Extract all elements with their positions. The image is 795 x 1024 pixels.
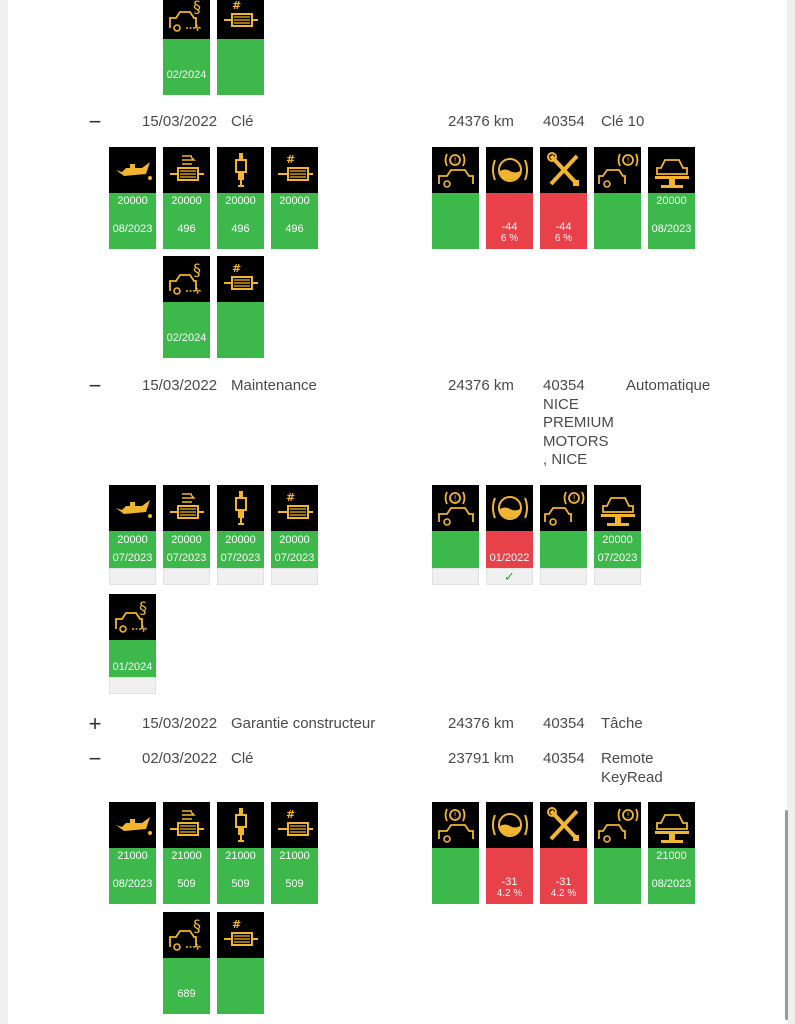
brake-fluid-icon — [486, 802, 533, 848]
service-tile-status — [217, 302, 264, 358]
spark-plug-icon — [217, 485, 264, 531]
tile-remaining-value: -31 — [501, 876, 518, 888]
service-tile[interactable] — [163, 912, 210, 1014]
service-tile[interactable] — [217, 256, 264, 358]
service-tile[interactable] — [217, 802, 264, 904]
entry-description-line: Remote — [601, 750, 654, 767]
rear-brake-car-icon — [594, 802, 641, 848]
tile-due-value: 07/2023 — [220, 552, 261, 564]
service-tile[interactable] — [109, 594, 156, 694]
service-tile[interactable] — [271, 485, 318, 585]
entry-code: 40354 — [543, 715, 585, 732]
tile-due-value: 01/2022 — [489, 552, 530, 564]
service-tile[interactable] — [594, 147, 641, 249]
svg-text:#: # — [231, 262, 241, 275]
service-tile-status — [540, 193, 587, 249]
tile-check-cell[interactable] — [217, 568, 264, 585]
service-tile-status — [163, 193, 210, 249]
tile-check-cell[interactable] — [432, 568, 479, 585]
service-tile[interactable] — [217, 147, 264, 249]
inspection-law-icon — [163, 0, 210, 39]
tile-interval-value: 20000 — [117, 195, 148, 207]
tile-due-value: 509 — [231, 878, 250, 890]
tile-remaining-percent: 4.2 % — [496, 888, 523, 899]
entry-workshop-line: NICE — [543, 395, 579, 413]
oil-can-icon — [109, 147, 156, 193]
tile-interval-value: 21000 — [117, 850, 148, 862]
tile-interval-value: 21000 — [656, 850, 687, 862]
service-tile-status — [486, 531, 533, 568]
tile-due-value: 07/2023 — [597, 552, 638, 564]
tile-interval-value: 20000 — [171, 195, 202, 207]
service-tile[interactable] — [217, 912, 264, 1014]
service-tile[interactable] — [486, 485, 533, 585]
tile-interval-value: 20000 — [117, 534, 148, 546]
oil-can-icon — [109, 802, 156, 848]
service-tile-status — [163, 39, 210, 95]
svg-text:#: # — [231, 918, 241, 931]
particle-filter-icon — [217, 912, 264, 958]
fuel-filter-icon — [163, 485, 210, 531]
entry-date: 02/03/2022 — [142, 750, 218, 767]
tile-due-value: 08/2023 — [651, 223, 692, 235]
service-tile-status — [432, 531, 479, 568]
service-tile[interactable] — [594, 802, 641, 904]
entry-date: 15/03/2022 — [142, 715, 218, 732]
entry-date: 15/03/2022 — [142, 113, 218, 130]
service-tile[interactable] — [432, 147, 479, 249]
service-tile-status — [163, 848, 210, 904]
entry-date: 15/03/2022 — [142, 377, 218, 394]
tile-check-cell[interactable] — [109, 568, 156, 585]
service-tools-icon — [540, 802, 587, 848]
tile-due-value: 509 — [285, 878, 304, 890]
service-tile-status — [271, 531, 318, 568]
tile-remaining-percent: 6 % — [554, 233, 573, 244]
inspection-law-icon — [163, 912, 210, 958]
tile-interval-value: 21000 — [279, 850, 310, 862]
particle-filter-icon — [217, 0, 264, 39]
collapse-toggle[interactable]: − — [88, 373, 102, 398]
service-tile[interactable] — [594, 485, 641, 585]
entry-code: 40354 — [543, 113, 585, 130]
entry-mileage: 24376 km — [448, 377, 514, 394]
service-tile-status — [594, 193, 641, 249]
fuel-filter-icon — [163, 802, 210, 848]
entry-type: Clé — [231, 750, 254, 767]
service-tile-status — [163, 302, 210, 358]
oil-can-icon — [109, 485, 156, 531]
service-tile[interactable] — [432, 485, 479, 585]
vehicle-lift-icon — [594, 485, 641, 531]
service-tile-status — [109, 531, 156, 568]
fuel-filter-icon — [163, 147, 210, 193]
tile-check-cell[interactable] — [594, 568, 641, 585]
service-tools-icon — [540, 147, 587, 193]
service-tile-status — [217, 848, 264, 904]
service-tile-status — [594, 531, 641, 568]
tile-remaining-percent: 4.2 % — [550, 888, 577, 899]
rear-brake-car-icon — [540, 485, 587, 531]
service-tile[interactable] — [163, 485, 210, 585]
service-tile[interactable] — [163, 0, 210, 95]
tile-interval-value: 20000 — [225, 534, 256, 546]
service-tile[interactable] — [217, 485, 264, 585]
service-tile-status — [486, 848, 533, 904]
service-tile[interactable] — [486, 802, 533, 904]
entry-description: Automatique — [626, 377, 711, 394]
tile-check-cell[interactable]: ✓ — [486, 568, 533, 585]
service-tile[interactable] — [163, 147, 210, 249]
entry-description-line: KeyRead — [601, 768, 663, 786]
entry-description: Clé 10 — [601, 113, 645, 130]
service-tile[interactable] — [109, 485, 156, 585]
service-tile-status — [648, 193, 695, 249]
service-tile-status — [163, 531, 210, 568]
entry-type: Garantie constructeur — [231, 715, 376, 732]
tile-interval-value: 20000 — [225, 195, 256, 207]
service-tile-status — [594, 848, 641, 904]
service-tile-status — [163, 958, 210, 1014]
tile-remaining-value: -44 — [555, 221, 572, 233]
tile-due-value: 07/2023 — [166, 552, 207, 564]
tile-due-value: 509 — [177, 878, 196, 890]
tile-due-value: 689 — [177, 988, 196, 1000]
tile-due-value: 08/2023 — [112, 878, 153, 890]
service-tile-status — [217, 39, 264, 95]
tile-interval-value: 20000 — [279, 534, 310, 546]
tile-remaining-value: -44 — [501, 221, 518, 233]
brake-fluid-icon — [486, 485, 533, 531]
entry-code: 40354 — [543, 750, 585, 767]
service-tile[interactable] — [163, 802, 210, 904]
service-tile-status — [109, 848, 156, 904]
vertical-scrollbar[interactable] — [785, 810, 788, 1020]
service-tile-status — [217, 193, 264, 249]
entry-workshop-line: , NICE — [543, 451, 588, 468]
tile-due-value: 08/2023 — [651, 878, 692, 890]
service-tile-status — [540, 848, 587, 904]
brake-fluid-icon — [486, 147, 533, 193]
tile-remaining-value: -31 — [555, 876, 572, 888]
tile-interval-value: 20000 — [602, 534, 633, 546]
collapse-toggle[interactable]: − — [88, 746, 102, 771]
air-filter-icon — [271, 802, 318, 848]
air-filter-icon — [271, 485, 318, 531]
service-tile-status — [540, 531, 587, 568]
service-tile[interactable] — [540, 147, 587, 249]
service-tile-status — [217, 958, 264, 1014]
service-tile-status — [109, 640, 156, 677]
collapse-toggle[interactable]: − — [88, 109, 102, 134]
front-brake-car-icon — [432, 485, 479, 531]
tile-due-value: 01/2024 — [112, 661, 153, 673]
tile-interval-value: 21000 — [171, 850, 202, 862]
service-tile[interactable] — [486, 147, 533, 249]
service-tile[interactable] — [432, 802, 479, 904]
tile-due-value: 496 — [177, 223, 196, 235]
service-tile[interactable] — [271, 147, 318, 249]
tile-check-cell[interactable] — [271, 568, 318, 585]
entry-description: Tâche — [601, 715, 643, 732]
spark-plug-icon — [217, 147, 264, 193]
vehicle-lift-icon — [648, 802, 695, 848]
tile-due-value: 08/2023 — [112, 223, 153, 235]
tile-interval-value: 20000 — [171, 534, 202, 546]
service-tile-status — [109, 193, 156, 249]
service-tile[interactable] — [648, 147, 695, 249]
service-tile-status — [648, 848, 695, 904]
service-tile[interactable] — [540, 802, 587, 904]
tile-due-value: 07/2023 — [112, 552, 153, 564]
inspection-law-icon — [163, 256, 210, 302]
entry-mileage: 24376 km — [448, 113, 514, 130]
front-brake-car-icon — [432, 147, 479, 193]
service-tile[interactable] — [271, 802, 318, 904]
rear-brake-car-icon — [594, 147, 641, 193]
tile-interval-value: 20000 — [656, 195, 687, 207]
service-tile[interactable] — [109, 802, 156, 904]
entry-workshop-line: PREMIUM — [543, 414, 614, 431]
service-tile-status — [432, 193, 479, 249]
vehicle-lift-icon — [648, 147, 695, 193]
svg-text:#: # — [231, 0, 241, 12]
service-tile-status — [486, 193, 533, 249]
particle-filter-icon — [217, 256, 264, 302]
tile-check-cell[interactable] — [109, 677, 156, 694]
service-tile-status — [217, 531, 264, 568]
entry-type: Clé — [231, 113, 254, 130]
entry-workshop-line: MOTORS — [543, 432, 609, 450]
tile-check-cell[interactable] — [163, 568, 210, 585]
tile-due-value: 07/2023 — [274, 552, 315, 564]
service-tile[interactable] — [163, 256, 210, 358]
tile-interval-value: 20000 — [279, 195, 310, 207]
service-tile[interactable] — [540, 485, 587, 585]
front-brake-car-icon — [432, 802, 479, 848]
entry-mileage: 23791 km — [448, 750, 514, 767]
service-tile-status — [271, 193, 318, 249]
service-tile[interactable] — [217, 0, 264, 95]
entry-workshop-line: 40354 — [543, 377, 585, 394]
air-filter-icon — [271, 147, 318, 193]
tile-due-value: 496 — [285, 223, 304, 235]
tile-remaining-percent: 6 % — [500, 233, 519, 244]
service-tile-status — [432, 848, 479, 904]
tile-due-value: 02/2024 — [166, 332, 207, 344]
service-tile[interactable] — [109, 147, 156, 249]
spark-plug-icon — [217, 802, 264, 848]
inspection-law-icon — [109, 594, 156, 640]
tile-due-value: 496 — [231, 223, 250, 235]
service-tile-status — [271, 848, 318, 904]
tile-due-value: 02/2024 — [166, 69, 207, 81]
entry-mileage: 24376 km — [448, 715, 514, 732]
service-tile[interactable] — [648, 802, 695, 904]
expand-toggle[interactable]: + — [88, 711, 102, 736]
tile-interval-value: 21000 — [225, 850, 256, 862]
tile-check-cell[interactable] — [540, 568, 587, 585]
entry-type: Maintenance — [231, 377, 317, 394]
